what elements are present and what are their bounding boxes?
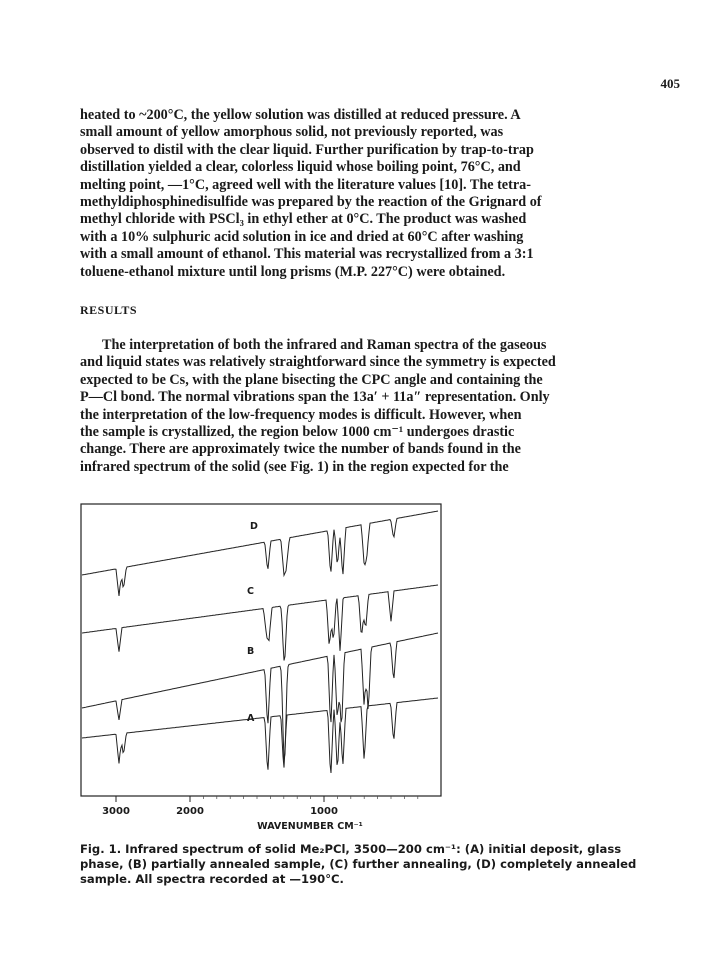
- spectrum-trace-b: [82, 633, 438, 760]
- paragraph-results: [80, 337, 680, 476]
- text-line: The interpretation of both the infrared and Raman spectra of the gaseous: [102, 337, 547, 353]
- text-line: change. There are approximately twice the number of bands found in the: [80, 441, 521, 458]
- page-number: 405: [660, 76, 680, 91]
- text-line: with a 10% sulphuric acid solution in ice and dried at 60°C after washing: [80, 228, 524, 245]
- x-axis-ticks: [102, 796, 418, 817]
- paragraph-experimental: [80, 107, 680, 281]
- spectrum-label-a: A: [247, 713, 255, 724]
- spectrum-trace-d: [82, 511, 438, 596]
- spectrum-label-d: D: [250, 521, 258, 532]
- ir-spectrum-plot: [80, 503, 442, 833]
- figure-caption: [80, 842, 680, 887]
- caption-line: Fig. 1. Infrared spectrum of solid Me₂PCl, 3500—200 cm⁻¹: (A) initial deposit, glass: [80, 842, 622, 856]
- x-tick-label: 1000: [310, 806, 338, 817]
- text-line: small amount of yellow amorphous solid, not previously reported, was: [80, 124, 504, 141]
- x-axis-title: WAVENUMBER CM⁻¹: [257, 821, 363, 832]
- text-line: the sample is crystallized, the region below 1000 cm⁻¹ undergoes drastic: [80, 424, 515, 441]
- text-line: methyl chloride with PSCl₃ in ethyl ether at 0°C. The product was washed: [80, 211, 527, 228]
- x-tick-label: 2000: [176, 806, 204, 817]
- figure-ir-spectrum: [80, 503, 442, 833]
- text-line: distillation yielded a clear, colorless liquid whose boiling point, 76°C, and: [80, 159, 521, 176]
- text-line: infrared spectrum of the solid (see Fig. 1) in the region expected for the: [80, 458, 509, 475]
- text-line: P—Cl bond. The normal vibrations span the 13a′ + 11a″ representation. Only: [80, 389, 550, 406]
- x-tick-label: 3000: [102, 806, 130, 817]
- text-line: toluene-ethanol mixture until long prisms (M.P. 227°C) were obtained.: [80, 263, 506, 280]
- text-line: and liquid states was relatively straightforward since the symmetry is expected: [80, 354, 556, 371]
- text-line: melting point, —1°C, agreed well with the literature values [10]. The tetra-: [80, 176, 531, 193]
- text-line: the interpretation of the low-frequency modes is difficult. However, when: [80, 406, 522, 423]
- caption-line: sample. All spectra recorded at —190°C.: [80, 872, 344, 886]
- caption-line: phase, (B) partially annealed sample, (C) further annealing, (D) completely annealed: [80, 857, 637, 871]
- spectrum-traces: [82, 511, 438, 773]
- text-line: methyldiphosphinedisulfide was prepared by the reaction of the Grignard of: [80, 194, 542, 211]
- text-line: observed to distil with the clear liquid. Further purification by trap-to-trap: [80, 141, 534, 158]
- text-line: with a small amount of ethanol. This material was recrystallized from a 3:1: [80, 246, 534, 263]
- spectrum-trace-c: [82, 585, 438, 661]
- text-line: expected to be Cs, with the plane bisecting the CPC angle and containing the: [80, 371, 543, 388]
- text-line: heated to ~200°C, the yellow solution was distilled at reduced pressure. A: [80, 107, 521, 123]
- spectrum-trace-a: [82, 698, 438, 773]
- plot-frame: [81, 504, 441, 796]
- spectrum-label-c: C: [247, 586, 254, 597]
- section-heading: RESULTS: [80, 303, 138, 317]
- spectrum-label-b: B: [247, 646, 255, 657]
